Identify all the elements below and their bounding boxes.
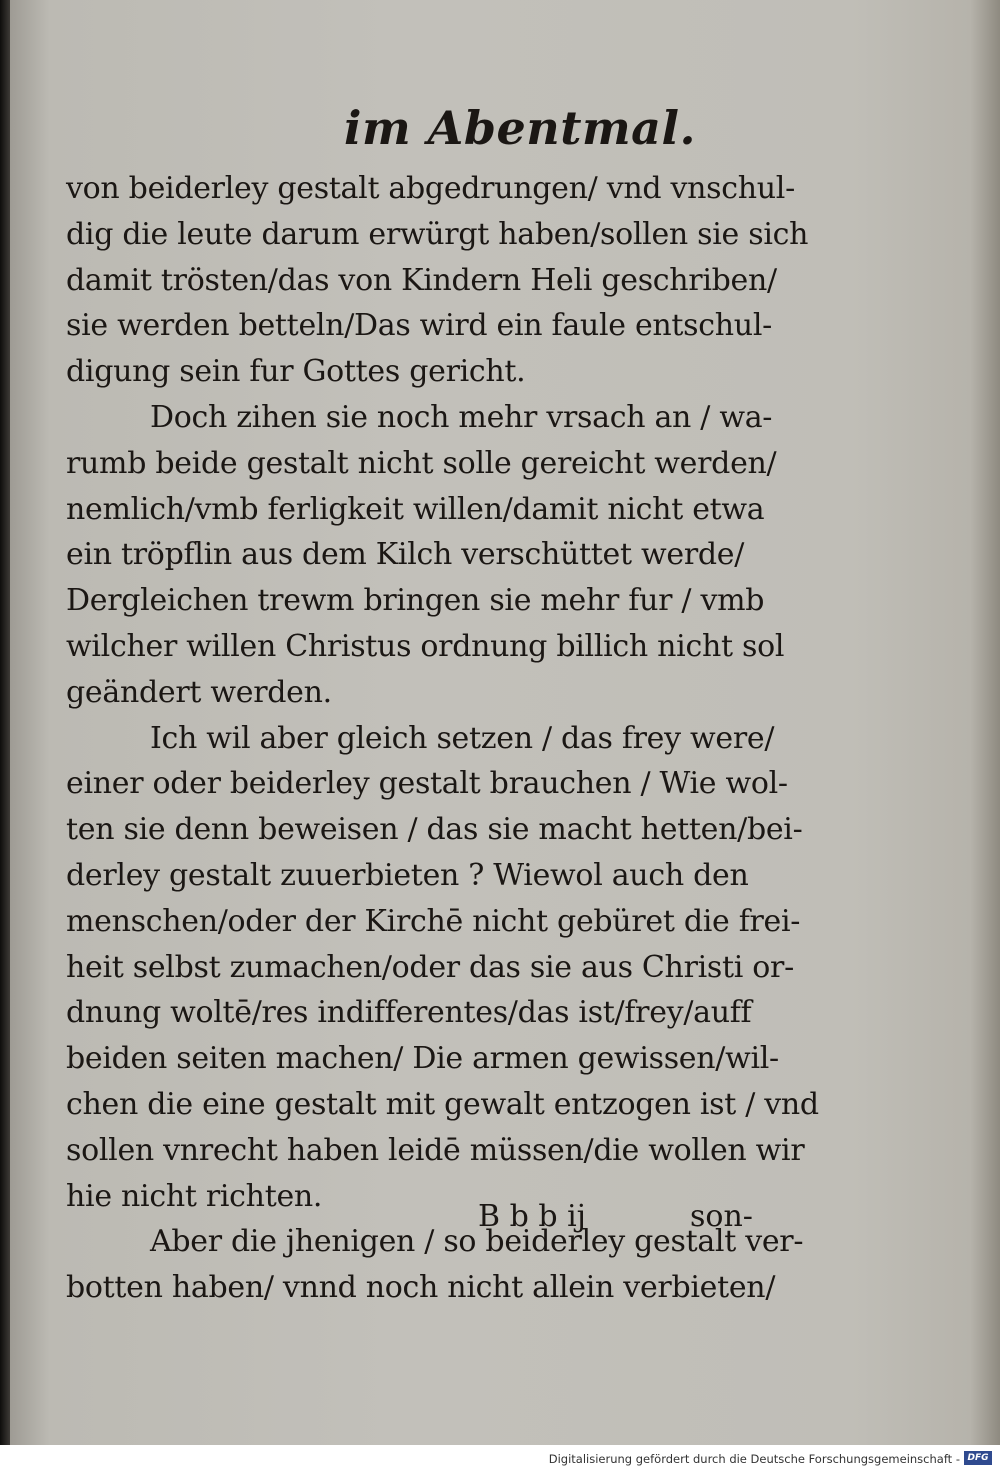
text-line: damit trösten/das von Kindern Heli geschriben/ (66, 262, 777, 298)
signature-mark: B b b ij (478, 1199, 586, 1234)
text-line: nemlich/vmb ferligkeit willen/damit nicht etwa (66, 491, 765, 527)
text-line: Doch zihen sie noch mehr vrsach an / wa- (150, 399, 773, 435)
text-line: botten haben/ vnnd noch nicht allein verbieten/ (66, 1270, 776, 1306)
text-line: Aber die jhenigen / so beiderley gestalt ver- (150, 1224, 804, 1260)
book-page (10, 0, 1000, 1445)
text-line: dnung woltē/res indifferentes/das ist/frey/auff (66, 995, 752, 1031)
page-footer (478, 1194, 798, 1240)
text-line: ein tröpflin aus dem Kilch verschüttet werde/ (66, 537, 745, 573)
text-line: sollen vnrecht haben leidē müssen/die wollen wir (66, 1132, 805, 1168)
catchword: son- (690, 1199, 753, 1234)
text-line: Dergleichen trewm bringen sie mehr fur / vmb (66, 583, 765, 619)
body-text (66, 166, 819, 1311)
text-line: digung sein fur Gottes gericht. (66, 354, 526, 390)
text-line: heit selbst zumachen/oder das sie aus Christi or- (66, 949, 794, 985)
text-line: derley gestalt zuuerbieten ? Wiewol auch den (66, 857, 749, 893)
dfg-logo-icon: DFG (964, 1451, 992, 1465)
digitization-credit: Digitalisierung gefördert durch die Deutsche Forschungsgemeinschaft - (548, 1452, 960, 1466)
text-line: Ich wil aber gleich setzen / das frey were/ (150, 720, 775, 756)
text-line: sie werden betteln/Das wird ein faule entschul- (66, 308, 772, 344)
text-line: von beiderley gestalt abgedrungen/ vnd vnschul- (66, 171, 795, 206)
text-line: menschen/oder der Kirchē nicht gebüret die frei- (66, 903, 801, 939)
text-line: geändert werden. (66, 674, 332, 710)
text-line: wilcher willen Christus ordnung billich nicht sol (66, 628, 785, 664)
text-line: chen die eine gestalt mit gewalt entzogen ist / vnd (66, 1086, 819, 1122)
text-line: einer oder beiderley gestalt brauchen / Wie wol- (66, 766, 788, 802)
text-line: dig die leute darum erwürgt haben/sollen sie sich (66, 216, 809, 252)
book-spine-shadow (0, 0, 10, 1445)
text-line: hie nicht richten. (66, 1178, 323, 1214)
text-line: rumb beide gestalt nicht solle gereicht werden/ (66, 445, 777, 481)
running-title: im Abentmal. (344, 101, 696, 155)
text-line: ten sie denn beweisen / das sie macht hetten/bei- (66, 812, 803, 848)
text-line: beiden seiten machen/ Die armen gewissen/wil- (66, 1041, 779, 1077)
